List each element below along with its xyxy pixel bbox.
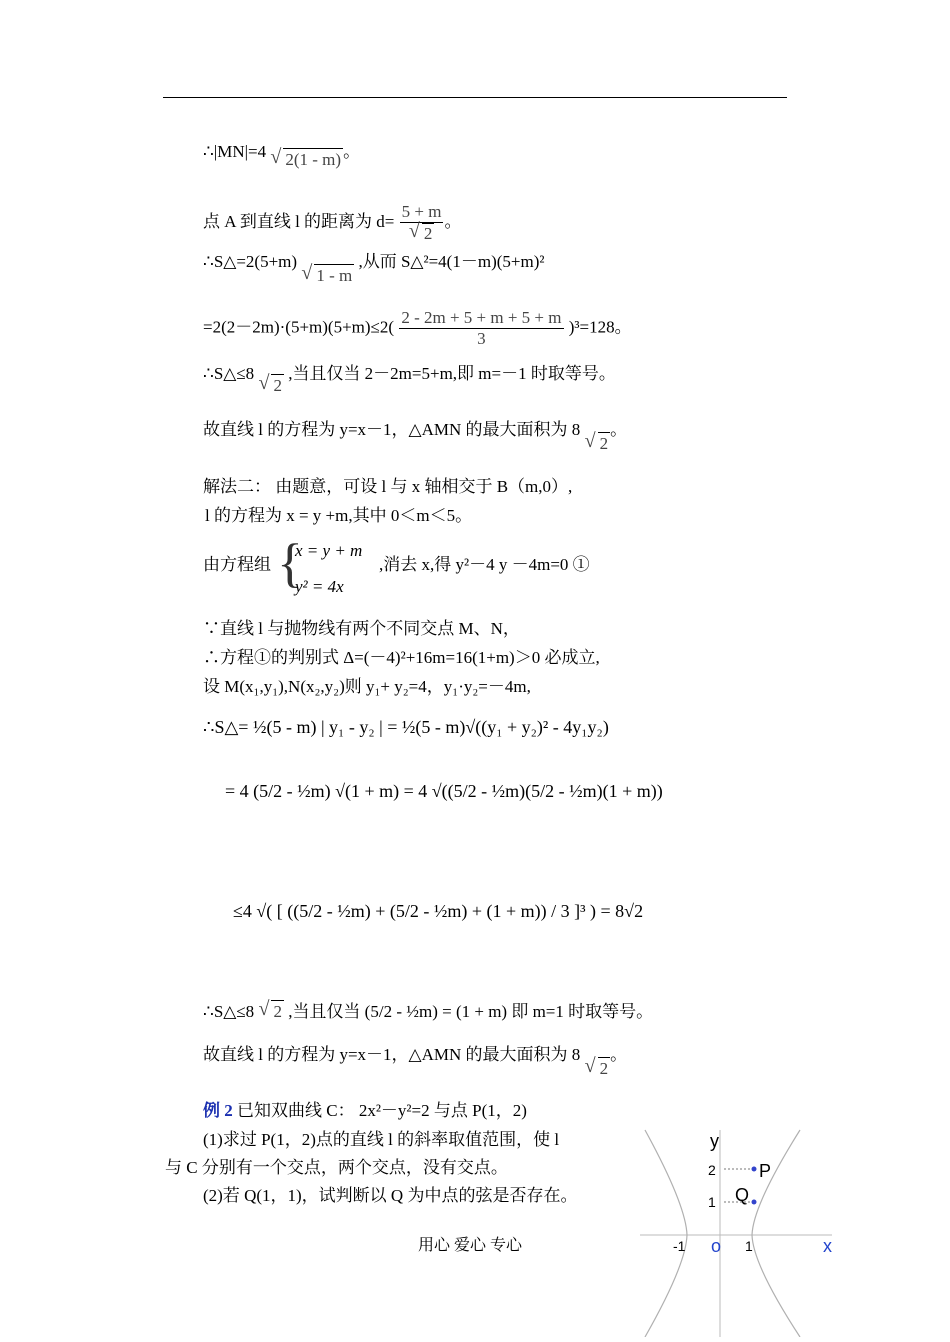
line-vieta: 设 M(x₁,y₁),N(x₂,y₂)则 y₁+ y₂=4，y₁·y₂=－4m,: [203, 677, 531, 696]
line-intersection: ∵直线 l 与抛物线有两个不同交点 M、N，: [203, 619, 520, 638]
point-q: [752, 1200, 757, 1205]
p-label: P: [759, 1161, 772, 1181]
point-p: [752, 1167, 757, 1172]
origin-label: o: [711, 1236, 722, 1256]
line-conclusion-1: 故直线 l 的方程为 y=x－1，△AMN 的最大面积为 8 √ 2。: [203, 418, 627, 441]
hyperbola-left-branch: [645, 1130, 687, 1337]
line-area-amgm: = 4 (5/2 - ½m) √(1 + m) = 4 √((5/2 - ½m)(5/2 - ½m)(1 + m)): [225, 781, 663, 801]
footer-motto: 用心 爱心 专心: [418, 1237, 523, 1254]
example-2-q1a: (1)求过 P(1，2)点的直线 l 的斜率取值范围，使 l: [203, 1130, 560, 1149]
example-2-q2: (2)若 Q(1，1)，试判断以 Q 为中点的弦是否存在。: [203, 1186, 578, 1205]
line-distance: 点 A 到直线 l 的距离为 d= 5 + m √ 2 。: [203, 202, 461, 244]
y-label: y: [710, 1131, 719, 1151]
line-inequality: ∴S△≤8 √ 2 ,当且仅当 2－2m=5+m,即 m=－1 时取等号。: [203, 362, 616, 385]
sqrt: √ 2: [585, 432, 611, 455]
fraction: 5 + m √ 2: [400, 202, 444, 244]
sqrt: √ 2(1 - m): [270, 148, 343, 171]
line-area-2: =2(2－2m)·(5+m)(5+m)≤2( $\frac{2 - 2m + 5 + m + 5 + m}{3}$ )³=128。: [203, 308, 632, 348]
line-equality: ∴S△≤8 √ 2 ,当且仅当 (5/2 - ½m) = (1 + m) 即 m=1 时取等号。: [203, 1000, 653, 1023]
example-2-q1b: 与 C 分别有一个交点，两个交点，没有交点。: [165, 1158, 508, 1177]
line-area-1: ∴S△=2(5+m) √ 1 - m ,从而 S△²=4(1－m)(5+m)²: [203, 250, 544, 273]
q-label: Q: [735, 1185, 750, 1205]
sqrt: √ 1 - m: [301, 264, 354, 287]
sqrt: √ 2: [258, 374, 284, 397]
line-area-formula: ∴S△= ½(5 - m) | y₁ - y₂ | = ½(5 - m)√((y₁ + y₂)² - 4y₁y₂): [203, 717, 609, 737]
tick-y1: 1: [708, 1194, 716, 1210]
sqrt: √ 2: [258, 1000, 284, 1023]
line-mn-length: ∴|MN|=4 √ 2(1 - m) 。: [203, 140, 360, 163]
line-area-bound: ≤4 √( [ ((5/2 - ½m) + (5/2 - ½m) + (1 + m)) / 3 ]³ ) = 8√2: [233, 901, 644, 921]
tick-x-pos: 1: [745, 1238, 753, 1254]
fraction: $\frac{2 - 2m + 5 + m + 5 + m}{3}$: [401, 308, 562, 348]
tick-y2: 2: [708, 1162, 716, 1178]
line-conclusion-2: 故直线 l 的方程为 y=x－1，△AMN 的最大面积为 8 √ 2。: [203, 1043, 627, 1066]
line-discriminant: ∴方程①的判别式 Δ=(－4)²+16m=16(1+m)＞0 必成立,: [203, 648, 600, 667]
x-label: x: [823, 1236, 832, 1256]
tick-x-neg: -1: [673, 1238, 686, 1254]
header-rule: [163, 97, 787, 98]
line-method-2: 解法二： 由题意，可设 l 与 x 轴相交于 B（m,0）,: [203, 477, 573, 496]
line-line-equation: l 的方程为 x = y +m,其中 0＜m＜5。: [205, 506, 473, 525]
example-2-header: 例 2 已知双曲线 C： 2x²－y²=2 与点 P(1，2): [203, 1101, 527, 1120]
hyperbola-figure: [640, 1125, 840, 1337]
sqrt: √ 2: [585, 1057, 611, 1080]
brace: {: [277, 533, 303, 593]
